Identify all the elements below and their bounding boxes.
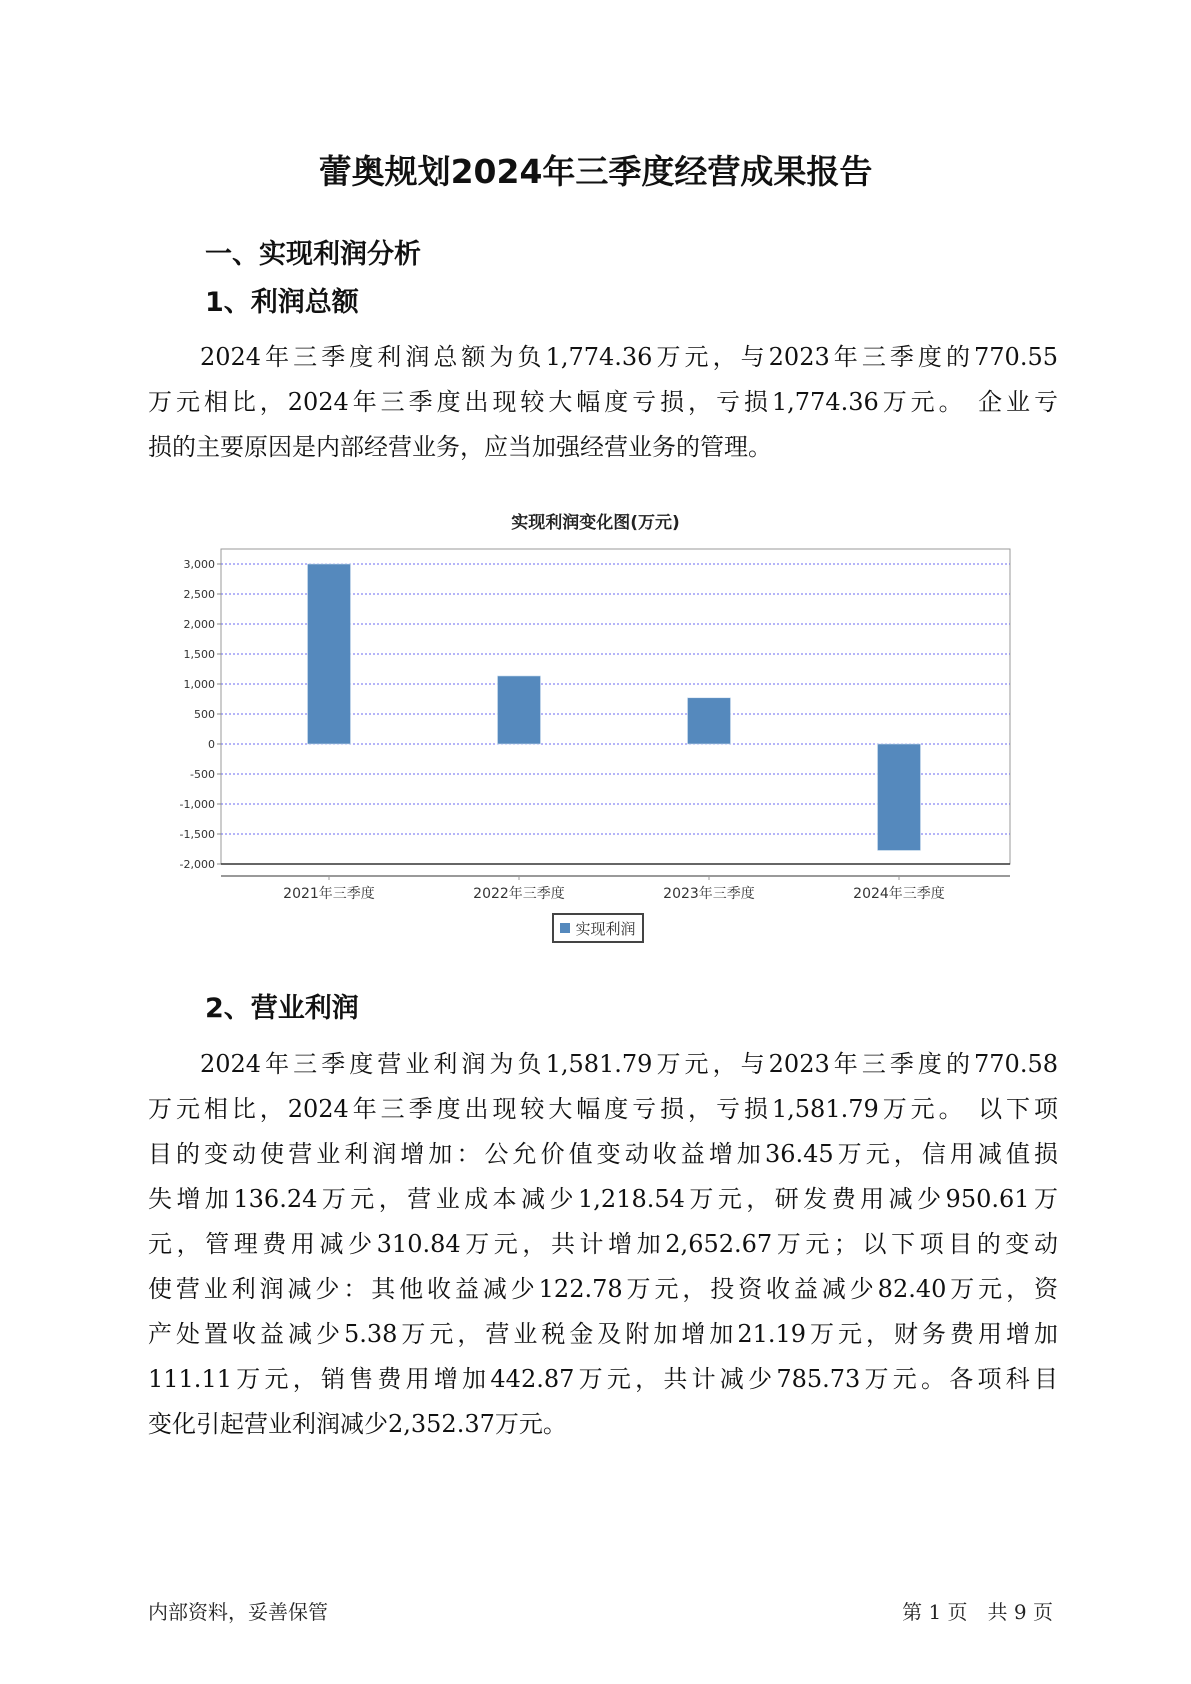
y-tick-label: -1,500: [179, 828, 215, 841]
footer-confidential: 内部资料，妥善保管: [148, 1600, 328, 1624]
legend-swatch: [560, 923, 570, 933]
paragraph-line: 元，管理费用减少310.84万元，共计增加2,652.67万元；以下项目的变动: [148, 1230, 1058, 1258]
y-tick-label: -500: [190, 768, 215, 781]
paragraph-line: 使营业利润减少：其他收益减少122.78万元，投资收益减少82.40万元，资: [148, 1275, 1058, 1303]
legend-label: 实现利润: [575, 919, 636, 938]
y-tick-label: 1,500: [183, 648, 215, 661]
bar: [878, 744, 921, 850]
paragraph-line: 变化引起营业利润减少2,352.37万元。: [148, 1410, 567, 1438]
paragraph-line: 失增加136.24万元，营业成本减少1,218.54万元，研发费用减少950.61万: [148, 1185, 1058, 1213]
y-tick-label: 3,000: [183, 558, 215, 571]
y-tick-label: 500: [194, 708, 215, 721]
paragraph-line: 111.11万元，销售费用增加442.87万元，共计减少785.73万元。各项科目: [148, 1365, 1058, 1393]
subheading-operating-profit: 2、营业利润: [205, 993, 359, 1024]
x-tick-label: 2021年三季度: [283, 886, 375, 902]
bar: [498, 676, 541, 744]
x-tick-label: 2023年三季度: [663, 886, 755, 902]
paragraph-line: 损的主要原因是内部经营业务，应当加强经营业务的管理。: [148, 433, 772, 461]
paragraph-line: 2024年三季度营业利润为负1,581.79万元，与2023年三季度的770.58: [200, 1050, 1058, 1078]
y-tick-label: 2,000: [183, 618, 215, 631]
chart-legend: [552, 913, 644, 943]
document-title: 蕾奥规划2024年三季度经营成果报告: [318, 152, 873, 191]
paragraph-line: 产处置收益减少5.38万元，营业税金及附加增加21.19万元，财务费用增加: [148, 1320, 1058, 1348]
y-tick-label: 1,000: [183, 678, 215, 691]
paragraph-line: 2024年三季度利润总额为负1,774.36万元，与2023年三季度的770.55: [200, 343, 1058, 371]
subheading-total-profit: 1、利润总额: [205, 287, 359, 318]
y-tick-label: -2,000: [179, 858, 215, 871]
chart-title: 实现利润变化图(万元): [511, 513, 680, 533]
paragraph-operating-profit: [148, 1042, 1058, 1447]
x-tick-label: 2024年三季度: [853, 886, 945, 902]
y-tick-label: 2,500: [183, 588, 215, 601]
paragraph-line: 万元相比，2024年三季度出现较大幅度亏损，亏损1,774.36万元。 企业亏: [148, 388, 1058, 416]
paragraph-line: 目的变动使营业利润增加：公允价值变动收益增加36.45万元，信用减值损: [148, 1140, 1058, 1168]
y-tick-label: -1,000: [179, 798, 215, 811]
bar: [308, 564, 351, 744]
x-tick-label: 2022年三季度: [473, 886, 565, 902]
bar: [688, 698, 731, 744]
y-tick-label: 0: [208, 738, 215, 751]
section-heading-profit-analysis: 一、实现利润分析: [205, 239, 421, 270]
paragraph-line: 万元相比，2024年三季度出现较大幅度亏损，亏损1,581.79万元。 以下项: [148, 1095, 1058, 1123]
footer-page-number: 第 1 页 共 9 页: [902, 1600, 1053, 1624]
